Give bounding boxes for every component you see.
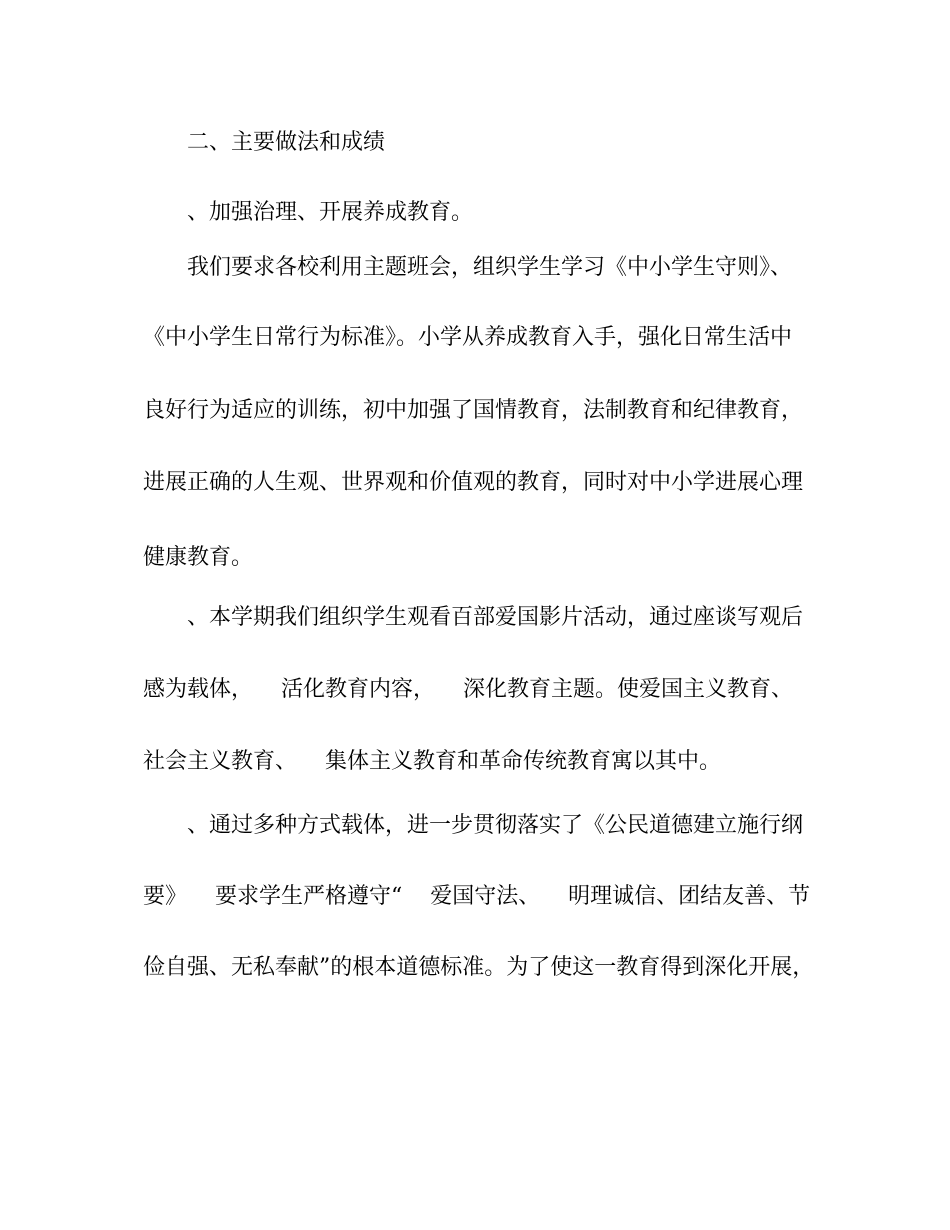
paragraph-line: 《中小学生日常行为标准》。小学从养成教育入手，强化日常生活中: [143, 325, 793, 350]
paragraph-line: 感为载体， 活化教育内容， 深化教育主题。使爱国主义教育、: [143, 677, 793, 702]
paragraph-line: 健康教育。: [143, 545, 254, 570]
paragraph-line: 我们要求各校利用主题班会，组织学生学习《中小学生守则》、: [187, 255, 793, 280]
paragraph-line: 社会主义教育、 集体主义教育和革命传统教育寓以其中。: [143, 749, 721, 774]
paragraph-line: 、通过多种方式载体，进一步贯彻落实了《公民道德建立施行纲: [187, 813, 804, 838]
paragraph-line: 俭自强、无私奉献”的根本道德标准。为了使这一教育得到深化开展，: [143, 955, 815, 980]
paragraph-line: 要》 要求学生严格遵守“ 爱国守法、 明理诚信、团结友善、节: [143, 884, 811, 909]
paragraph-line: 进展正确的人生观、世界观和价值观的教育，同时对中小学进展心理: [143, 470, 804, 495]
paragraph-line: 、加强治理、开展养成教育。: [187, 200, 474, 225]
paragraph-line: 良好行为适应的训练，初中加强了国情教育，法制教育和纪律教育，: [143, 398, 804, 423]
section-heading: 二、主要做法和成绩: [187, 130, 386, 155]
paragraph-line: 、本学期我们组织学生观看百部爱国影片活动，通过座谈写观后: [187, 605, 804, 630]
